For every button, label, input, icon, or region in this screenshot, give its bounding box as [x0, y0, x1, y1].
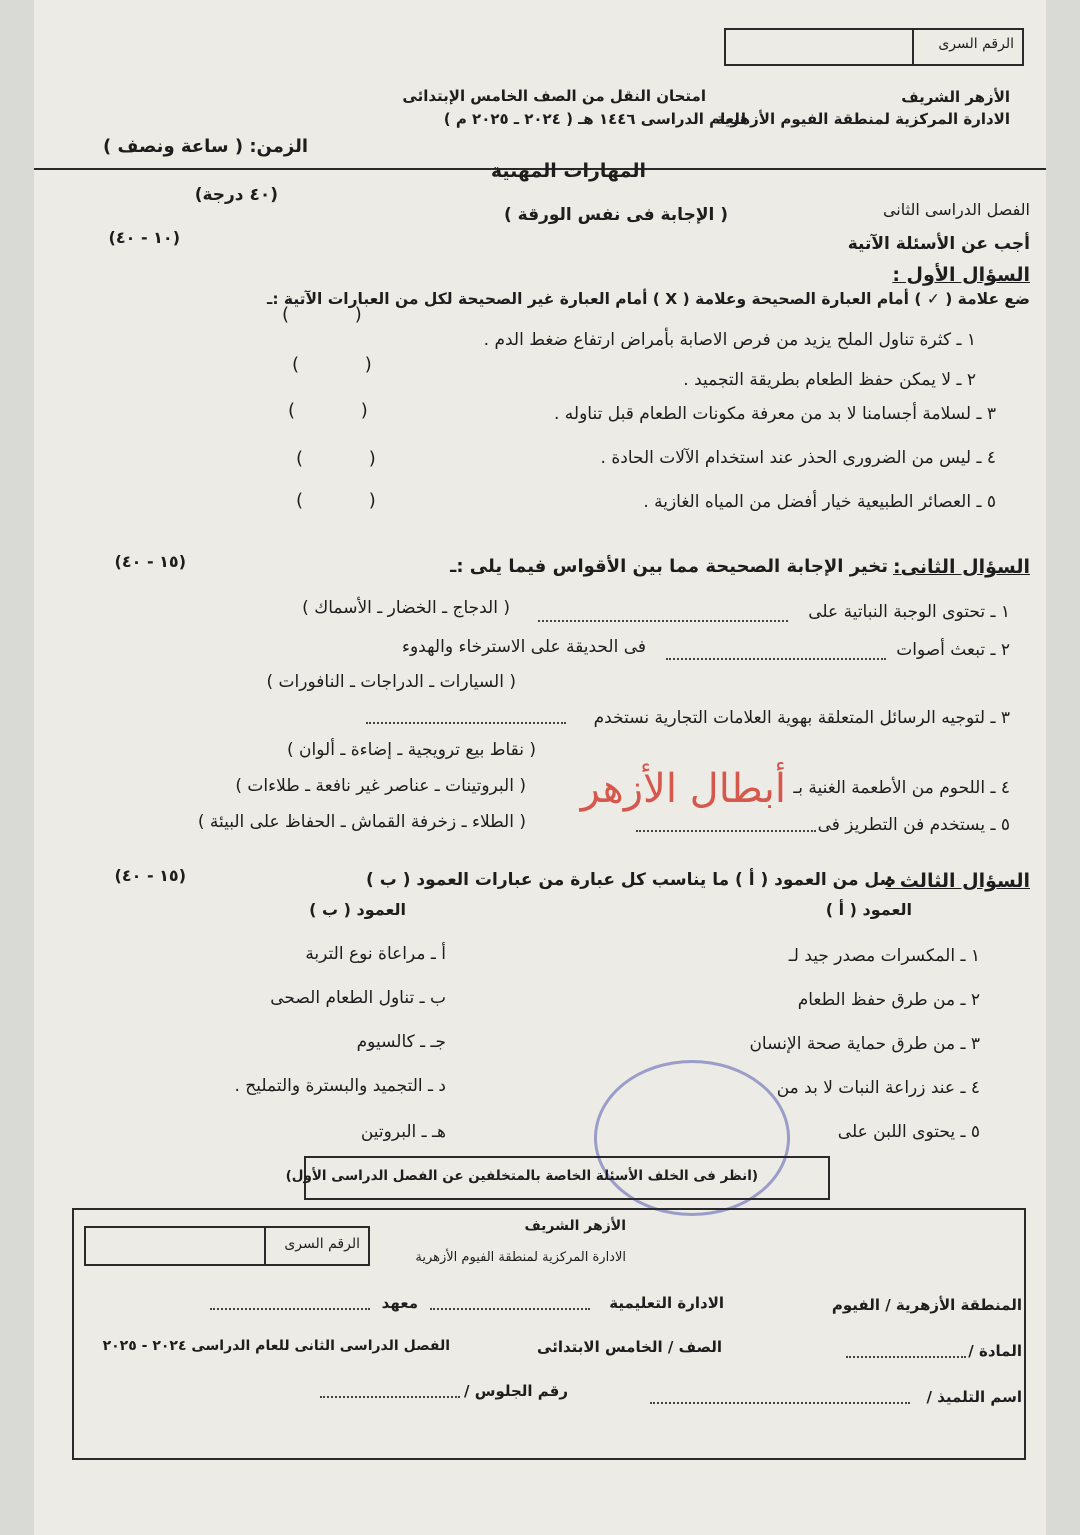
q3-marks: (١٥ - ٤٠) — [114, 866, 186, 885]
q1-item-5: ٥ ـ العصائر الطبيعية خيار أفضل من المياه الغازية . — [643, 492, 996, 512]
column-a-title: العمود ( أ ) — [825, 900, 912, 919]
q3-instruction: صل من العمود ( أ ) ما يناسب كل عبارة من عبارات العمود ( ب ) — [366, 870, 896, 890]
q1-answer-4[interactable]: ( ) — [296, 448, 406, 469]
col-b-item-c: جـ ـ كالسيوم — [356, 1032, 446, 1052]
col-b-item-a: أ ـ مراعاة نوع التربة — [305, 944, 446, 964]
footer-admin: الادارة المركزية لمنطقة الفيوم الأزهرية — [415, 1250, 626, 1265]
footer-seat-field[interactable] — [320, 1396, 460, 1398]
col-b-item-e: هـ ـ البروتين — [360, 1122, 446, 1142]
q2-item-2-after: فى الحديقة على الاسترخاء والهدوء — [401, 637, 646, 657]
q1-answer-2[interactable]: ( ) — [292, 354, 402, 375]
q2-title: السؤال الثانى: — [893, 556, 1030, 578]
col-a-item-1: ١ ـ المكسرات مصدر جيد لـ — [788, 946, 980, 966]
footer-student-name-label: اسم التلميذ / — [926, 1388, 1022, 1406]
q1-item-3: ٣ ـ لسلامة أجسامنا لا بد من معرفة مكونات الطعام قبل تناوله . — [553, 404, 996, 424]
q1-item-4: ٤ ـ ليس من الضرورى الحذر عند استخدام الآلات الحادة . — [600, 448, 996, 468]
q1-item-2: ٢ ـ لا يمكن حفظ الطعام بطريقة التجميد . — [683, 370, 976, 390]
q2-options-3: ( نقاط بيع ترويجية ـ إضاءة ـ ألوان ) — [287, 740, 536, 760]
term-label: الفصل الدراسى الثانى — [882, 200, 1030, 219]
q2-item-5: ٥ ـ يستخدم فن التطريز فى — [817, 815, 1010, 835]
org-name: الأزهر الشريف — [901, 88, 1010, 106]
column-b-title: العمود ( ب ) — [309, 900, 406, 919]
footer-seat-label: رقم الجلوس / — [464, 1382, 568, 1400]
secret-number-label: الرقم السرى — [938, 36, 1014, 52]
general-instruction: أجب عن الأسئلة الآتية — [847, 234, 1030, 254]
footer-edu-admin-label: الادارة التعليمية — [609, 1294, 724, 1312]
answer-note: ( الإجابة فى نفس الورقة ) — [503, 205, 728, 225]
footer-org: الأزهر الشريف — [524, 1218, 626, 1234]
q2-blank-5[interactable] — [636, 830, 816, 832]
q1-title: السؤال الأول : — [892, 264, 1030, 286]
subject-title: المهارات المهنية — [490, 160, 646, 182]
footer-secret-number-label: الرقم السرى — [284, 1236, 360, 1252]
footer-subject-label: المادة / — [968, 1342, 1022, 1360]
col-a-item-4: ٤ ـ عند زراعة النبات لا بد من — [776, 1078, 980, 1098]
note-box — [285, 1156, 830, 1200]
total-marks: (٤٠ درجة) — [194, 185, 278, 205]
secret-number-box — [724, 28, 1024, 66]
footer-institute-field[interactable] — [210, 1308, 370, 1310]
q2-options-4: ( البروتينات ـ عناصر غير نافعة ـ طلاءات ) — [235, 776, 526, 796]
q2-marks: (١٥ - ٤٠) — [114, 552, 186, 571]
q2-item-4: ٤ ـ اللحوم من الأطعمة الغنية بـ — [793, 778, 1010, 798]
q2-item-1: ١ ـ تحتوى الوجبة النباتية على — [808, 602, 1010, 622]
admin-name: الادارة المركزية لمنطقة الفيوم الأزهرية — [715, 110, 1010, 128]
q2-instruction: تخير الإجابة الصحيحة مما بين الأقواس فيما يلى :ـ — [450, 556, 888, 577]
q2-blank-3[interactable] — [366, 722, 566, 724]
exam-title: امتحان النقل من الصف الخامس الإبتدائى — [402, 87, 706, 105]
q1-item-1: ١ ـ كثرة تناول الملح يزيد من فرص الاصابة بأمراض ارتفاع ضغط الدم . — [483, 330, 976, 350]
col-a-item-5: ٥ ـ يحتوى اللبن على — [837, 1122, 980, 1142]
secret-number-field[interactable] — [726, 30, 914, 64]
q1-answer-1[interactable]: ( ) — [282, 304, 392, 325]
q1-marks: (١٠ - ٤٠) — [108, 228, 180, 247]
q2-item-2: ٢ ـ تبعث أصوات — [896, 640, 1010, 660]
q2-options-2: ( السيارات ـ الدراجات ـ النافورات ) — [266, 672, 516, 692]
col-a-item-3: ٣ ـ من طرق حماية صحة الإنسان — [749, 1034, 980, 1054]
col-b-item-b: ب ـ تناول الطعام الصحى — [270, 988, 446, 1008]
q2-options-5: ( الطلاء ـ زخرفة القماش ـ الحفاظ على البيئة ) — [197, 812, 526, 832]
footer-secret-number-box — [84, 1226, 370, 1266]
footer-term: الفصل الدراسى الثانى للعام الدراسى ٢٠٢٤ - ٢٠٢٥ — [102, 1338, 450, 1354]
q2-options-1: ( الدجاج ـ الخضار ـ الأسماك ) — [302, 598, 510, 618]
q2-item-3: ٣ ـ لتوجيه الرسائل المتعلقة بهوية العلامات التجارية نستخدم — [593, 708, 1010, 728]
back-note: (انظر فى الخلف الأسئلة الخاصة بالمتخلفين عن الفصل الدراسى الأول) — [285, 1168, 758, 1184]
footer-secret-number-field[interactable] — [86, 1228, 266, 1264]
watermark-text: أبطال الأزهر — [580, 766, 786, 812]
footer-student-name-field[interactable] — [650, 1402, 910, 1404]
footer-subject-field[interactable] — [846, 1356, 966, 1358]
footer-grade: الصف / الخامس الابتدائى — [537, 1338, 722, 1356]
footer-institute-label: معهد — [381, 1294, 418, 1312]
exam-duration: الزمن: ( ساعة ونصف ) — [103, 136, 308, 157]
q1-answer-5[interactable]: ( ) — [296, 490, 406, 511]
footer-zone: المنطقة الأزهرية / الفيوم — [831, 1296, 1022, 1314]
footer-edu-admin-field[interactable] — [430, 1308, 590, 1310]
q1-answer-3[interactable]: ( ) — [288, 400, 398, 421]
q3-title: السؤال الثالث : — [885, 870, 1030, 892]
col-a-item-2: ٢ ـ من طرق حفظ الطعام — [797, 990, 980, 1010]
academic-year: للعام الدراسى ١٤٤٦ هـ ( ٢٠٢٤ ـ ٢٠٢٥ م ) — [443, 110, 746, 128]
exam-paper — [34, 0, 1046, 1535]
col-b-item-d: د ـ التجميد والبسترة والتمليح . — [234, 1076, 446, 1096]
q2-blank-2[interactable] — [666, 658, 886, 660]
q1-instruction: ضع علامة ( ✓ ) أمام العبارة الصحيحة وعلامة ( X ) أمام العبارة غير الصحيحة لكل من العبارات الآتية :ـ — [267, 290, 1030, 308]
q2-blank-1[interactable] — [538, 620, 788, 622]
